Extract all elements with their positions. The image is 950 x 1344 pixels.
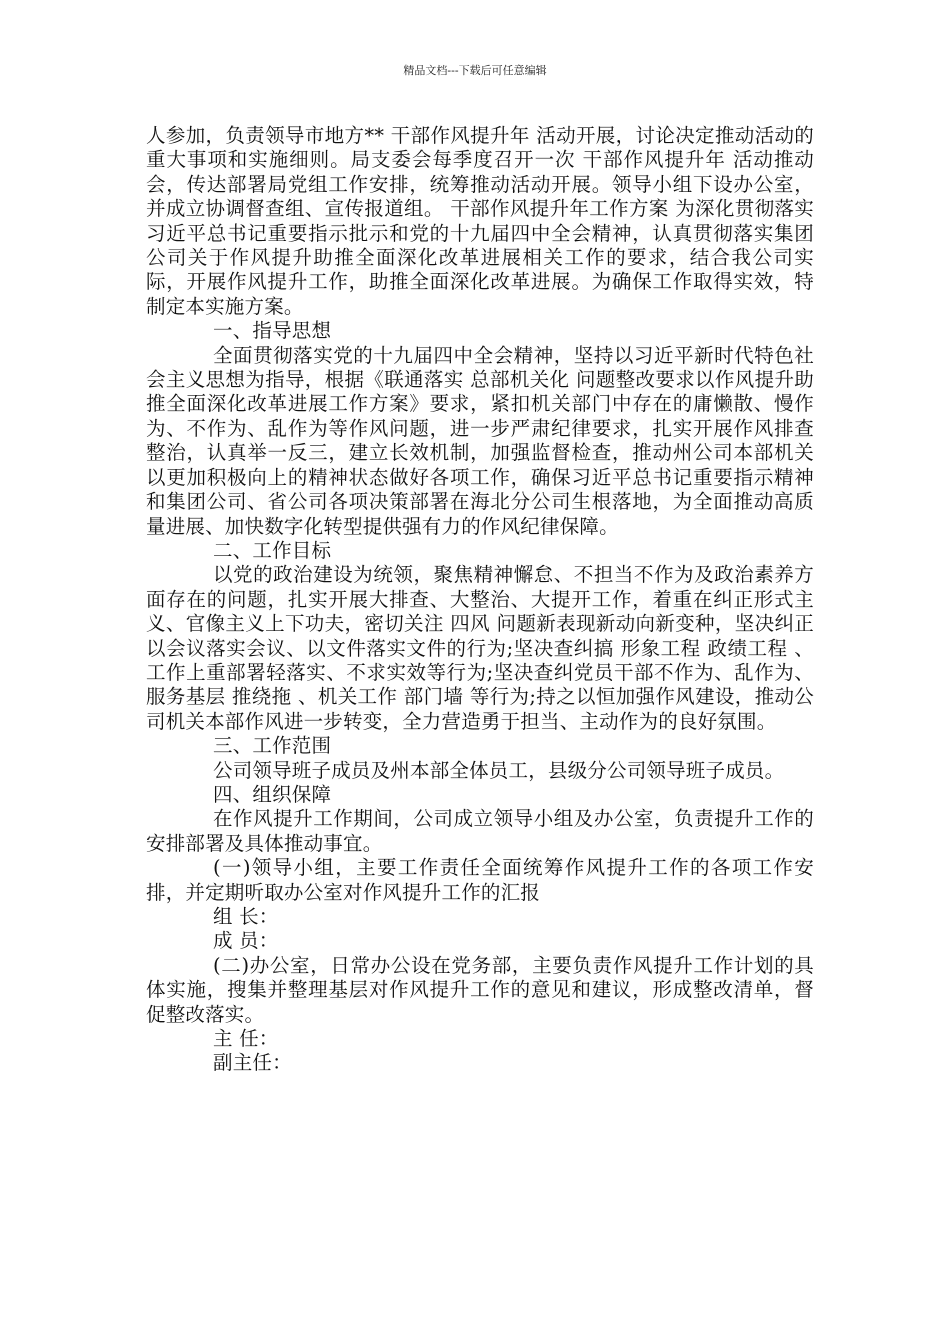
line-group-leader: 组 长： [213,905,279,928]
document-body [146,124,814,1076]
page-header: 精品文档---下载后可任意编辑 [403,64,547,77]
heading-organization: 四、组织保障 [213,782,332,806]
paragraph-intro: 人参加，负责领导市地方** 干部作风提升年 活动开展，讨论决定推动活动的重大事项和实施细则。局支委会每季度召开一次 干部作风提升年 活动推动会，传达部署局党组工作安排，统筹推动活动开展。领导小组下设办公室，并成立协调督查组、宣传报道组。 干部作风提升年工作方案 为深化贯彻落实习近平总书记重要指示批示和党的十九届四中全会精神，认真贯彻落实集团公司关于作风提升助推全面深化改革进展相关工作的要求，结合我公司实际，开展作风提升工作，助推全面深化改革进展。为确保工作取得实效，特制定本实施方案。 [146,124,814,318]
paragraph-leading-group: (一)领导小组，主要工作责任全面统筹作风提升工作的各项工作安排，并定期听取办公室对作风提升工作的汇报 [146,856,814,904]
line-deputy-director: 副主任： [213,1051,292,1075]
paragraph-work-goals: 以党的政治建设为统领，聚焦精神懈怠、不担当不作为及政治素养方面存在的问题，扎实开展大排查、大整治、大提开工作，着重在纠正形式主义、官像主义上下功夫，密切关注 四风 问题新表现新动向新变种，坚决纠正以会议落实会议、以文件落实文件的行为;坚决查纠搞 形象工程 政绩工程 、工作上重部署轻落实、不求实效等行为;坚决查纠党员干部不作为、乱作为、服务基层 推绕拖 、机关工作 部门墙 等行为;持之以恒加强作风建设，推动公司机关本部作风进一步转变，全力营造勇于担当、主动作为的良好氛围。 [146,563,814,733]
paragraph-office: (二)办公室，日常办公设在党务部，主要负责作风提升工作计划的具体实施，搜集并整理基层对作风提升工作的意见和建议，形成整改清单，督促整改落实。 [146,953,814,1026]
paragraph-work-scope: 公司领导班子成员及州本部全体员工，县级分公司领导班子成员。 [213,758,785,782]
line-members: 成 员： [213,929,279,953]
line-director: 主 任： [213,1027,279,1051]
heading-guiding-ideology: 一、指导思想 [213,319,332,343]
heading-work-scope: 三、工作范围 [213,734,332,758]
paragraph-guiding-ideology: 全面贯彻落实党的十九届四中全会精神，坚持以习近平新时代特色社会主义思想为指导，根据《联通落实 总部机关化 问题整改要求以作风提升助推全面深化改革进展工作方案》要求，紧扣机关部门中存在的庸懒散、慢作为、不作为、乱作为等作风问题，进一步严肃纪律要求，扎实开展作风排查整治，认真举一反三，建立长效机制，加强监督检查，推动州公司本部机关以更加积极向上的精神状态做好各项工作，确保习近平总书记重要指示精神和集团公司、省公司各项决策部署在海北分公司生根落地，为全面推动高质量进展、加快数字化转型提供强有力的作风纪律保障。 [146,343,814,538]
heading-work-goals: 二、工作目标 [213,538,332,562]
paragraph-organization: 在作风提升工作期间，公司成立领导小组及办公室，负责提升工作的安排部署及具体推动事宜。 [146,807,814,855]
